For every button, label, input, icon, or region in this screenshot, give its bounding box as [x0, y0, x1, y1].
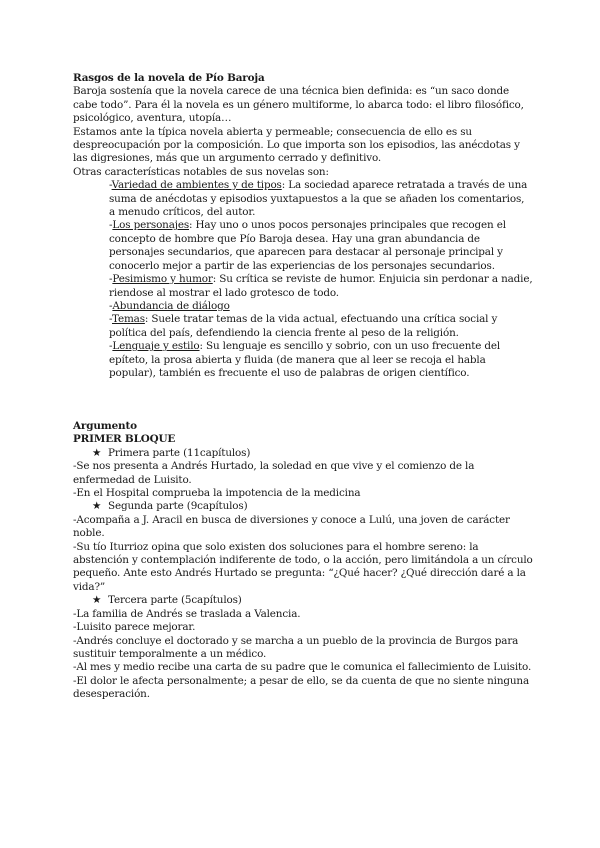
- section-title: Rasgos de la novela de Pío Baroja: [73, 72, 265, 84]
- list-item: -Pesimismo y humor: Su crítica se reviste de humor. Enjuicia sin perdonar a nadie, riendose al mostrar el lado grotesco de todo.: [109, 273, 533, 299]
- paragraph: Estamos ante la típica novela abierta y permeable; consecuencia de ello es su despreocupación por la composición. Lo que importa son los episodios, las anécdotas y las digresiones, más que un argumento cerrado y definitivo.: [73, 125, 520, 165]
- list-item: -Los personajes: Hay uno o unos pocos personajes principales que recogen el concepto de hombre que Pío Baroja desea. Hay una gran abundancia de personajes secundarios, que aparecen para destacar al personaje principal y conocerlo mejor a partir de las experiencias de los personajes secundarios.: [109, 219, 506, 272]
- section-rasgos: [73, 72, 533, 380]
- item-text: : Suele tratar temas de la vida actual, efectuando una crítica social y política del país, defendiendo la ciencia frente al peso de la religión.: [109, 313, 498, 339]
- item-label: Variedad de ambientes y de tipos: [111, 179, 282, 192]
- item-text: : Hay uno o unos pocos personajes principales que recogen el concepto de hombre que Pío Baroja desea. Hay una gran abundancia de personajes secundarios, que aparecen para destacar al personaje principal y conocerlo mejor a partir de las experiencias de los personajes secundarios.: [109, 219, 506, 272]
- item-label: Abundancia de diálogo: [112, 299, 230, 312]
- plot-line: -Al mes y medio recibe una carta de su padre que le comunica el fallecimiento de Luisito.: [73, 661, 532, 674]
- list-item: -Lenguaje y estilo: Su lenguaje es sencillo y sobrio, con un uso frecuente del epíteto, la prosa abierta y fluida (de manera que al leer se recoja el habla popular), también es frecuente el uso de palabras de origen científico.: [109, 340, 501, 379]
- item-label: Temas: [112, 313, 145, 326]
- plot-line: -La familia de Andrés se traslada a Valencia.: [73, 607, 301, 620]
- list-item: -Variedad de ambientes y de tipos: La sociedad aparece retratada a través de una suma de anécdotas y episodios yuxtapuestos a la que se añaden los comentarios, a menudo críticos, del autor.: [109, 179, 528, 219]
- section-title: Argumento: [73, 420, 137, 432]
- section-argumento: [73, 420, 533, 702]
- list-item: -Abundancia de diálogo: [109, 299, 230, 312]
- item-text: : La sociedad aparece retratada a través de una suma de anécdotas y episodios yuxtapuestos a la que se añaden los comentarios, a menudo críticos, del autor.: [109, 179, 528, 219]
- star-icon: ★: [92, 446, 102, 459]
- block-title: PRIMER BLOQUE: [73, 433, 176, 446]
- plot-line: -El dolor le afecta personalmente; a pesar de ello, se da cuenta de que no siente ninguna desesperación.: [73, 674, 529, 701]
- item-text: : Su crítica se reviste de humor. Enjuicia sin perdonar a nadie, riendose al mostrar el lado grotesco de todo.: [109, 273, 533, 299]
- item-label: Pesimismo y humor: [112, 273, 213, 286]
- part-heading: ★ Primera parte (11capítulos): [92, 446, 251, 459]
- paragraph: Baroja sostenía que la novela carece de una técnica bien definida: es “un saco donde cabe todo”. Para él la novela es un género multiforme, lo abarca todo: el libro filosófico, psicológico, aventura, utopía…: [73, 85, 524, 125]
- star-icon: ★: [92, 594, 102, 607]
- plot-line: -Acompaña a J. Aracil en busca de diversiones y conoce a Lulú, una joven de carácter noble.: [73, 513, 510, 540]
- item-label: Los personajes: [112, 219, 190, 232]
- part-heading: ★ Segunda parte (9capítulos): [92, 500, 248, 513]
- plot-line: -Andrés concluye el doctorado y se marcha a un pueblo de la provincia de Burgos para sustituir temporalmente a un médico.: [73, 634, 519, 660]
- plot-line: -En el Hospital comprueba la impotencia de la medicina: [73, 487, 361, 500]
- item-text: : Su lenguaje es sencillo y sobrio, con un uso frecuente del epíteto, la prosa abierta y fluida (de manera que al leer se recoja el habla popular), también es frecuente el uso de palabras de origen científico.: [109, 340, 501, 379]
- star-icon: ★: [92, 500, 102, 513]
- paragraph: Otras características notables de sus novelas son:: [73, 165, 329, 178]
- plot-line: -Su tío Iturrioz opina que solo existen dos soluciones para el hombre sereno: la abstención y contemplación indiferente de todo, o la acción, pero limitándola a un círculo pequeño. Ante esto Andrés Hurtado se pregunta: “¿Qué hacer? ¿Qué dirección daré a la vida?”: [73, 540, 533, 593]
- characteristics-list: [73, 179, 533, 380]
- list-item: -Temas: Suele tratar temas de la vida actual, efectuando una crítica social y política del país, defendiendo la ciencia frente al peso de la religión.: [109, 313, 498, 339]
- part-heading: ★ Tercera parte (5capítulos): [92, 594, 242, 607]
- plot-line: -Luisito parece mejorar.: [73, 621, 196, 634]
- plot-line: -Se nos presenta a Andrés Hurtado, la soledad en que vive y el comienzo de la enfermedad de Luisito.: [73, 460, 475, 486]
- item-label: Lenguaje y estilo: [112, 340, 200, 353]
